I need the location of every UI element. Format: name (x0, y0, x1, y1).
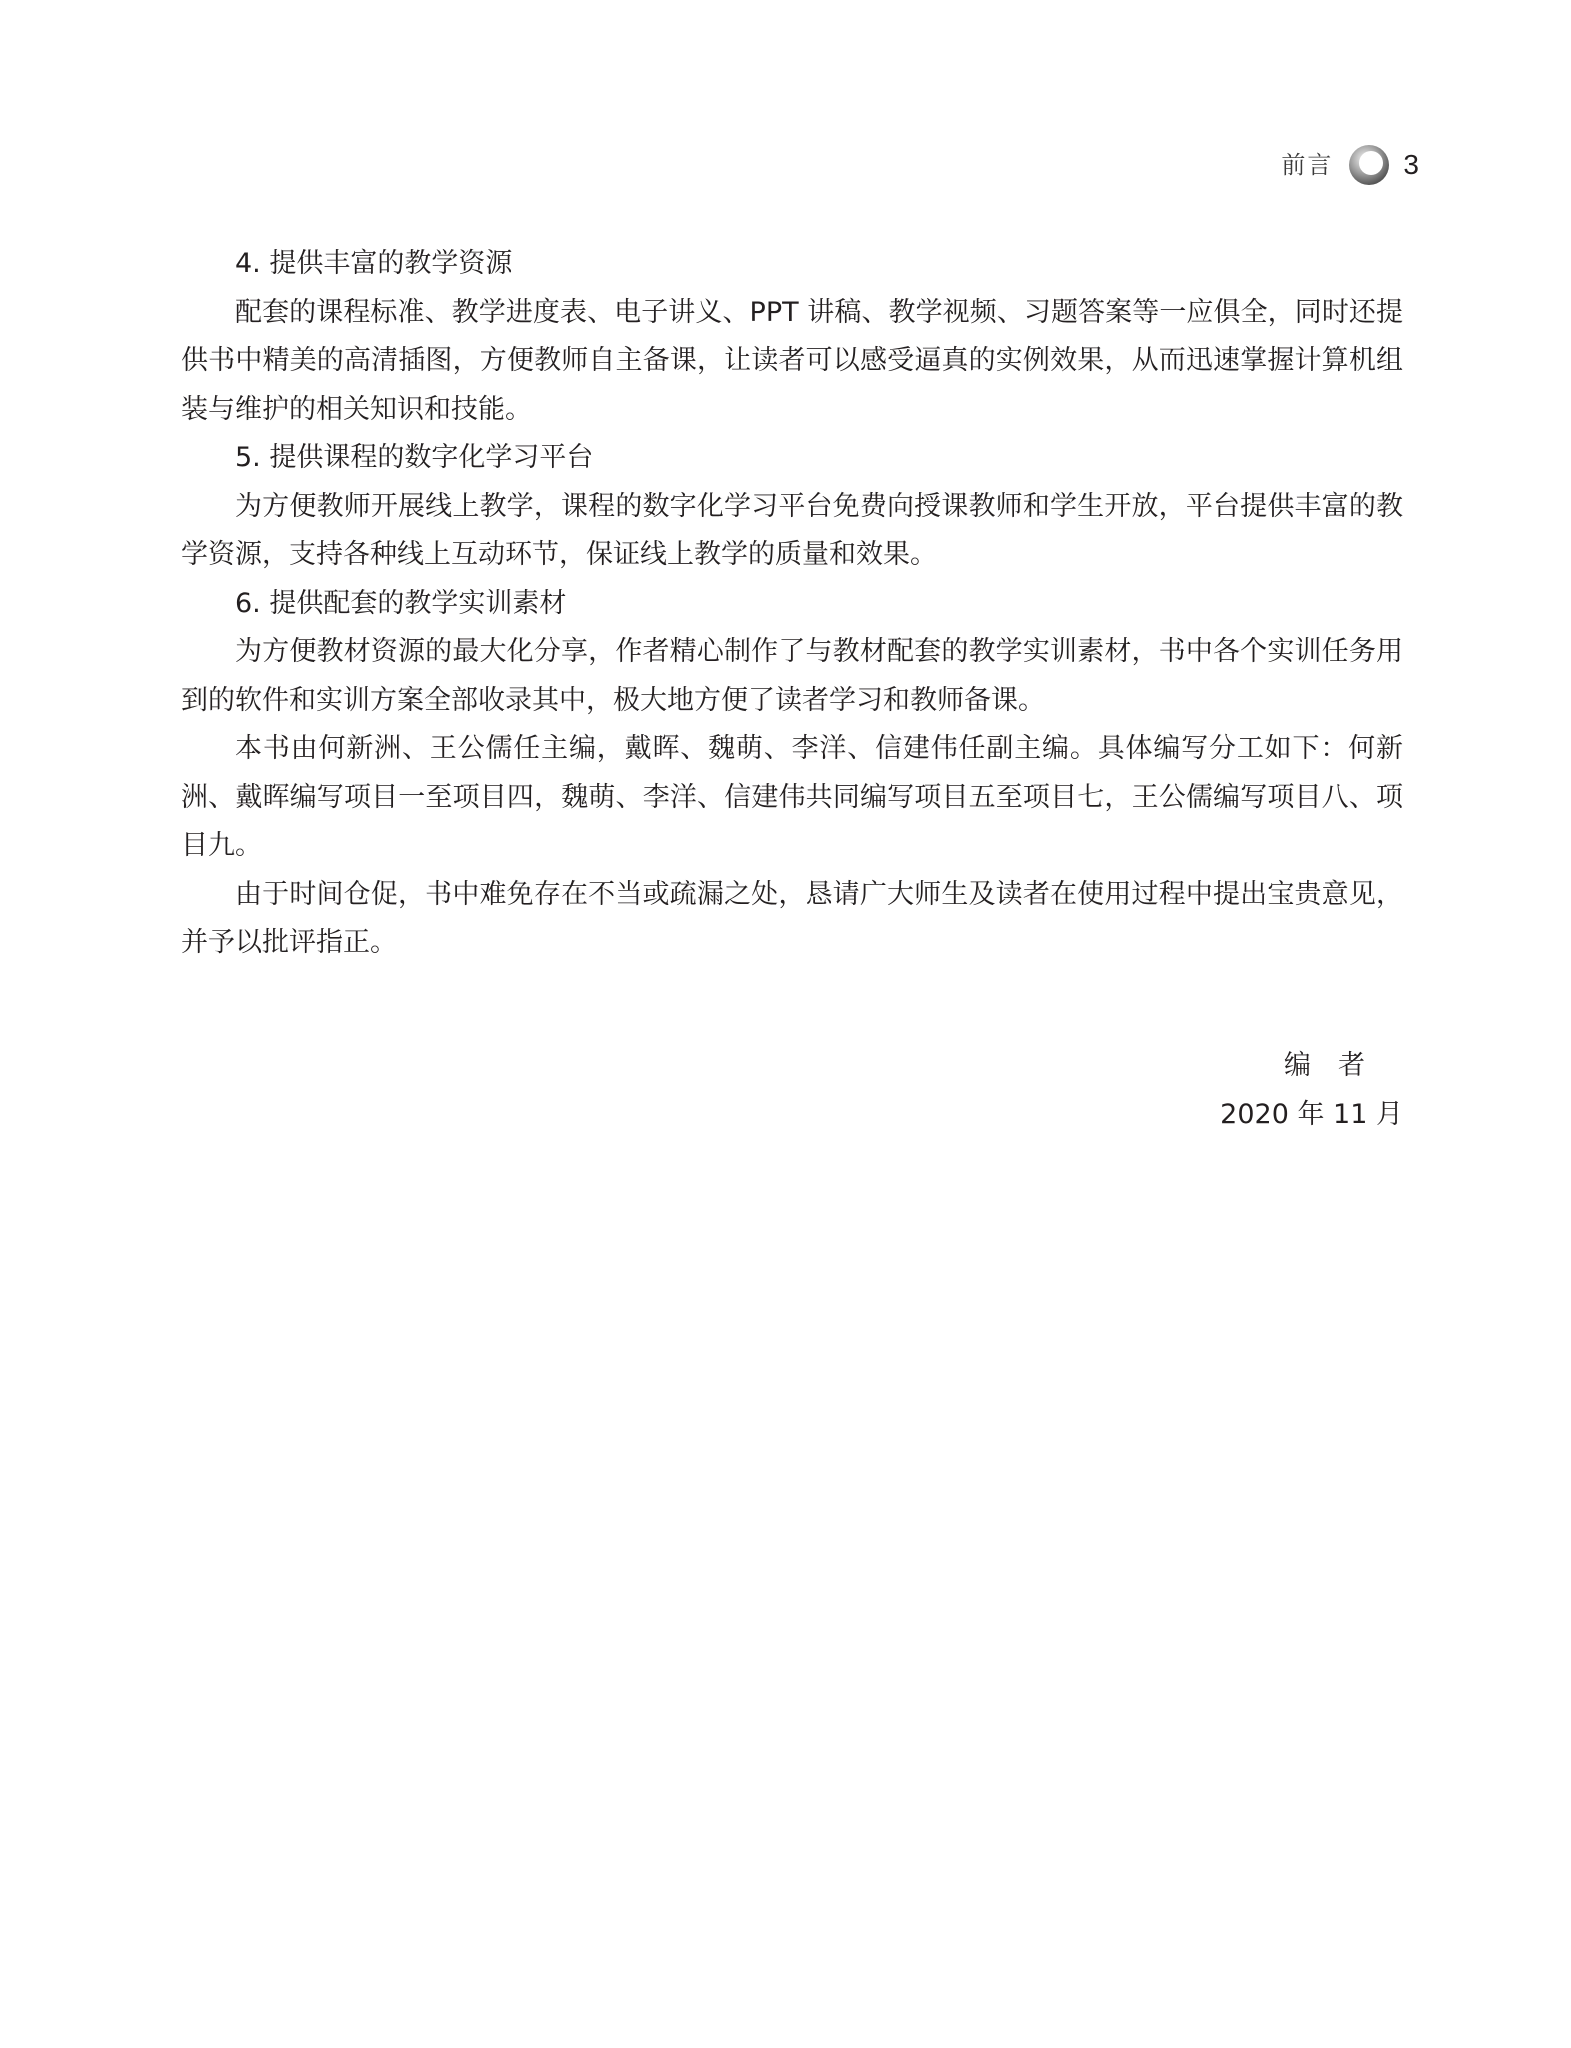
page-header (1281, 143, 1419, 187)
header-title: 前言 (1281, 151, 1334, 179)
author-signature: 编 者 (1284, 1050, 1365, 1081)
body-paragraph: 为方便教师开展线上教学，课程的数字化学习平台免费向授课教师和学生开放，平台提供丰富的教学资源，支持各种线上互动环节，保证线上教学的质量和效果。 (181, 490, 1403, 570)
section-heading: 6. 提供配套的教学实训素材 (235, 587, 567, 619)
signature-block (1220, 1042, 1403, 1139)
section-heading: 4. 提供丰富的教学资源 (235, 248, 513, 279)
body-paragraph: 由于时间仓促，书中难免存在不当或疏漏之处，恳请广大师生及读者在使用过程中提出宝贵意见，并予以批评指正。 (181, 878, 1403, 958)
preface-content (181, 240, 1403, 968)
signature-date: 2020 年 11 月 (1220, 1098, 1403, 1130)
ring-icon (1347, 143, 1391, 187)
body-paragraph: 配套的课程标准、教学进度表、电子讲义、PPT 讲稿、教学视频、习题答案等一应俱全，同时还提供书中精美的高清插图，方便教师自主备课，让读者可以感受逼真的实例效果，从而迅速掌握计算机组装与维护的相关知识和技能。 (181, 296, 1403, 425)
page-number: 3 (1403, 149, 1419, 180)
body-paragraph: 为方便教材资源的最大化分享，作者精心制作了与教材配套的教学实训素材，书中各个实训任务用到的软件和实训方案全部收录其中，极大地方便了读者学习和教师备课。 (181, 636, 1403, 716)
section-heading: 5. 提供课程的数字化学习平台 (235, 442, 594, 473)
body-paragraph: 本书由何新洲、王公儒任主编，戴晖、魏萌、李洋、信建伟任副主编。具体编写分工如下：何新洲、戴晖编写项目一至项目四，魏萌、李洋、信建伟共同编写项目五至项目七，王公儒编写项目八、项目九。 (181, 733, 1403, 861)
